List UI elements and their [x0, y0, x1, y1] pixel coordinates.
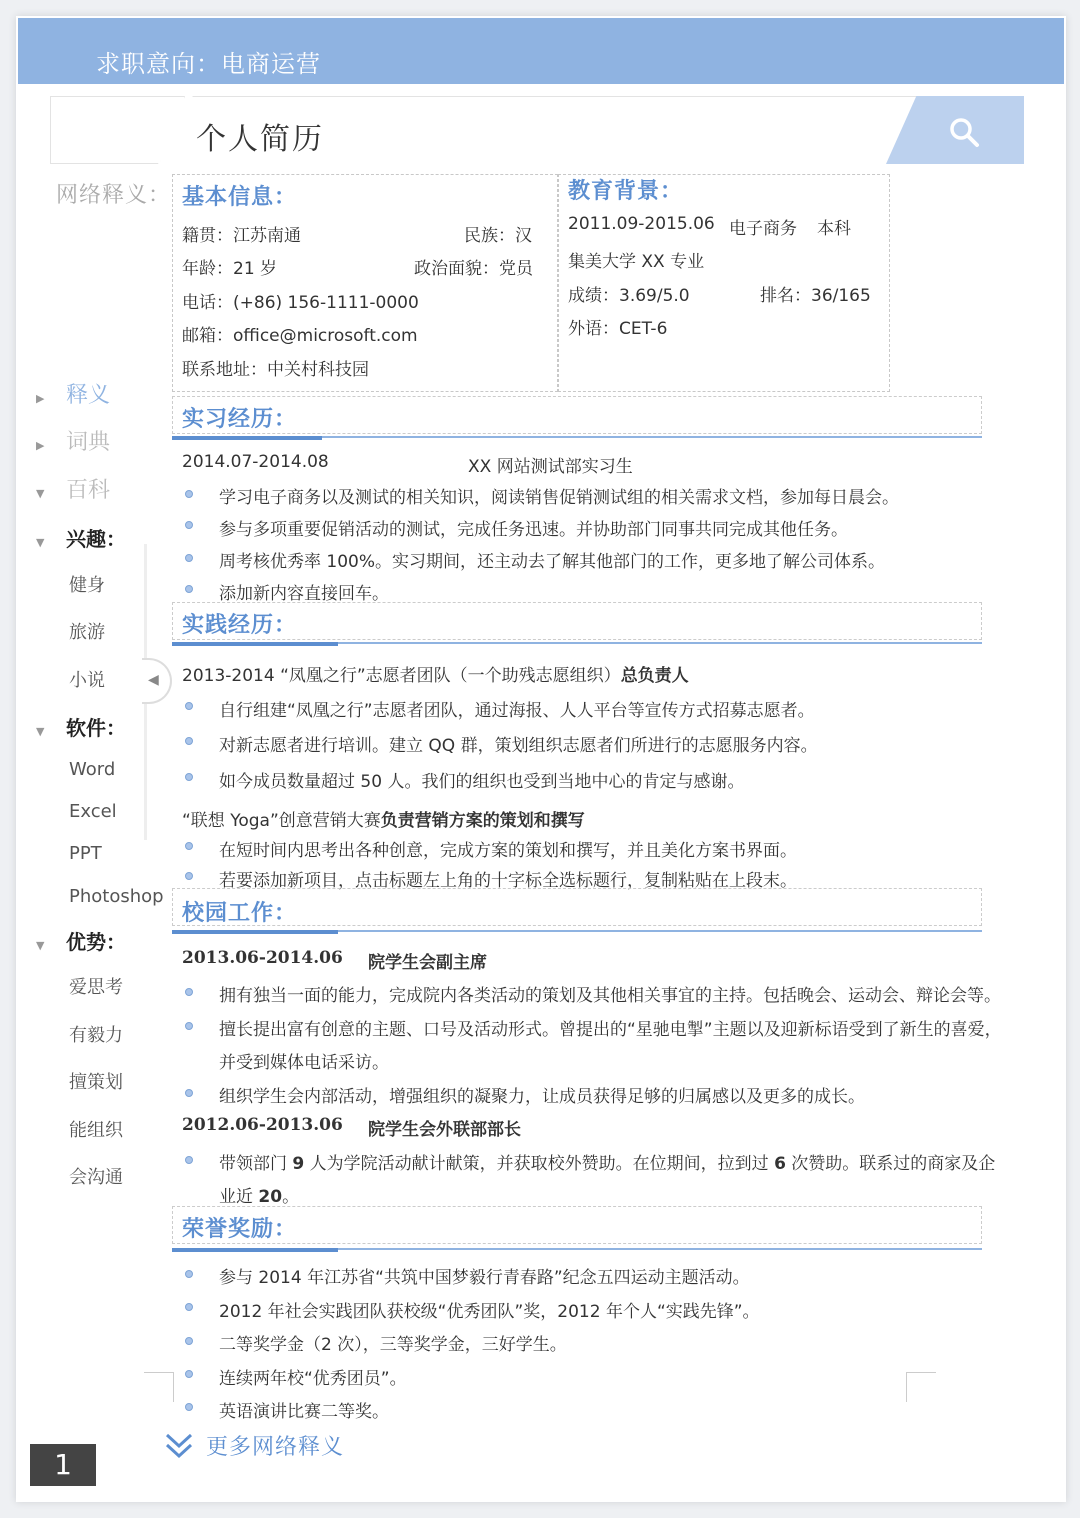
bullet-icon — [185, 554, 193, 562]
campus-item1-period: 2013.06-2014.06 — [182, 948, 343, 968]
bullet-icon — [185, 521, 193, 529]
sidebar-item[interactable]: 有毅力 — [69, 1025, 123, 1046]
bullet-icon — [185, 1270, 193, 1278]
bullet-icon — [185, 585, 193, 593]
sidebar-group-interests[interactable]: ▼ 兴趣： — [36, 527, 126, 551]
email: 邮箱：office@microsoft.com — [182, 326, 418, 346]
sidebar-item[interactable]: PPT — [69, 843, 102, 864]
practice-item1-title: 2013-2014 “凤凰之行”志愿者团队（一个助残志愿组织）总负责人 — [182, 666, 689, 686]
list-item: 学习电子商务以及测试的相关知识，阅读销售促销测试组的相关需求文档，参加每日晨会。 — [219, 488, 899, 508]
internship-heading: 实习经历： — [182, 407, 298, 432]
internship-period: 2014.07-2014.08 — [182, 452, 329, 472]
list-item: 周考核优秀率 100%。实习期间，还主动去了解其他部门的工作，更多地了解公司体系。 — [219, 552, 886, 572]
age: 年龄：21 岁 — [182, 259, 278, 279]
bullet-icon — [185, 1403, 193, 1411]
sidebar-item[interactable]: 会沟通 — [69, 1167, 123, 1188]
sidebar-nav-encyclopedia[interactable]: ▼ 百科 — [36, 478, 111, 503]
bullet-icon — [185, 737, 193, 745]
sidebar-item[interactable]: Excel — [69, 801, 117, 822]
bullet-icon — [185, 1370, 193, 1378]
bullet-icon — [185, 773, 193, 781]
education-major: 电子商务 — [729, 219, 797, 239]
collapse-arrow-icon: ▼ — [36, 536, 45, 549]
bullet-icon — [185, 702, 193, 710]
page-number-badge: 1 — [30, 1444, 96, 1486]
phone: 电话：(+86) 156-1111-0000 — [182, 293, 419, 313]
list-item: 添加新内容直接回车。 — [219, 584, 389, 604]
collapse-sidebar-button[interactable] — [142, 658, 172, 704]
bullet-icon — [185, 1089, 193, 1097]
page-title: 个人简历 — [196, 122, 324, 157]
basic-info-heading: 基本信息： — [182, 185, 298, 210]
list-item: 二等奖学金（2 次），三等奖学金，三好学生。 — [219, 1335, 567, 1355]
double-chevron-down-icon[interactable] — [164, 1432, 194, 1460]
list-item: 对新志愿者进行培训。建立 QQ 群，策划组织志愿者们所进行的志愿服务内容。 — [219, 736, 818, 756]
list-item-continued: 业近 20。 — [219, 1187, 300, 1207]
more-definitions-link[interactable]: 更多网络释义 — [206, 1435, 345, 1460]
campus-item1-role: 院学生会副主席 — [368, 953, 487, 973]
list-item: 在短时间内思考出各种创意，完成方案的策划和撰写，并且美化方案书界面。 — [219, 841, 797, 861]
native-place: 籍贯：江苏南通 — [182, 226, 301, 246]
list-item: 组织学生会内部活动，增强组织的凝聚力，让成员获得足够的归属感以及更多的成长。 — [219, 1087, 865, 1107]
sidebar-nav-dictionary[interactable]: ▶ 词典 — [36, 430, 111, 455]
sidebar-group-software[interactable]: ▼ 软件： — [36, 716, 126, 740]
campus-item2-role: 院学生会外联部部长 — [368, 1120, 521, 1140]
list-item: 如今成员数量超过 50 人。我们的组织也受到当地中心的肯定与感谢。 — [219, 772, 745, 792]
job-intent: 求职意向：电商运营 — [96, 50, 321, 78]
list-item: 自行组建“凤凰之行”志愿者团队，通过海报、人人平台等宣传方式招募志愿者。 — [219, 701, 815, 721]
education-period: 2011.09-2015.06 — [568, 214, 715, 234]
honors-heading: 荣誉奖励： — [182, 1217, 298, 1242]
job-intent-bar — [18, 18, 1064, 84]
sidebar-nav-definition[interactable]: ▶ 释义 — [36, 383, 111, 408]
campus-item2-period: 2012.06-2013.06 — [182, 1115, 343, 1135]
internship-role: XX 网站测试部实习生 — [468, 457, 633, 477]
education-rank: 排名：36/165 — [760, 286, 871, 306]
education-heading: 教育背景： — [568, 179, 684, 204]
ethnicity: 民族：汉 — [464, 226, 532, 246]
sidebar-item[interactable]: Photoshop — [69, 886, 164, 907]
list-item: 连续两年校“优秀团员”。 — [219, 1369, 407, 1389]
bullet-icon — [185, 1337, 193, 1345]
practice-item2-title: “联想 Yoga”创意营销大赛负责营销方案的策划和撰写 — [182, 811, 585, 831]
campus-heading: 校园工作： — [182, 901, 298, 926]
list-item: 参与多项重要促销活动的测试，完成任务迅速。并协助部门同事共同完成其他任务。 — [219, 520, 848, 540]
practice-heading: 实践经历： — [182, 613, 298, 638]
page-corner-mark — [144, 1372, 174, 1402]
list-item: 参与 2014 年江苏省“共筑中国梦毅行青春路”纪念五四运动主题活动。 — [219, 1268, 750, 1288]
bullet-icon — [185, 988, 193, 996]
collapse-arrow-icon: ▼ — [36, 487, 45, 500]
list-item-continued: 并受到媒体电话采访。 — [219, 1053, 389, 1073]
political-status: 政治面貌：党员 — [414, 259, 533, 279]
expand-arrow-icon: ▶ — [36, 392, 45, 405]
bullet-icon — [185, 872, 193, 880]
bullet-icon — [185, 842, 193, 850]
sidebar-item[interactable]: 能组织 — [69, 1120, 123, 1141]
sidebar-item[interactable]: Word — [69, 759, 116, 780]
chevron-left-icon: ◀ — [148, 672, 159, 688]
collapse-arrow-icon: ▼ — [36, 939, 45, 952]
search-icon[interactable] — [948, 116, 980, 148]
list-item: 若要添加新项目，点击标题左上角的十字标全选标题行，复制粘贴在上段末。 — [219, 871, 797, 891]
list-item: 2012 年社会实践团队获校级“优秀团队”奖，2012 年个人“实践先锋”。 — [219, 1302, 760, 1322]
education-english: 外语：CET-6 — [568, 319, 668, 339]
education-degree: 本科 — [817, 219, 851, 239]
sidebar-item[interactable]: 小说 — [69, 670, 105, 691]
list-item: 英语演讲比赛二等奖。 — [219, 1402, 389, 1422]
sidebar-item[interactable]: 旅游 — [69, 622, 105, 643]
education-gpa: 成绩：3.69/5.0 — [568, 286, 690, 306]
list-item: 擅长提出富有创意的主题、口号及活动形式。曾提出的“星驰电掣”主题以及迎新标语受到了新生的喜爱， — [219, 1020, 1002, 1040]
title-bar — [50, 96, 1024, 164]
expand-arrow-icon: ▶ — [36, 439, 45, 452]
sidebar-item[interactable]: 爱思考 — [69, 977, 123, 998]
collapse-arrow-icon: ▼ — [36, 725, 45, 738]
page-corner-mark — [906, 1372, 936, 1402]
address: 联系地址：中关村科技园 — [182, 360, 369, 380]
bullet-icon — [185, 490, 193, 498]
resume-page — [16, 16, 1066, 1502]
sidebar-item[interactable]: 健身 — [69, 575, 105, 596]
list-item: 拥有独当一面的能力，完成院内各类活动的策划及其他相关事宜的主持。包括晚会、运动会、辩论会等。 — [219, 986, 1001, 1006]
list-item: 带领部门 9 人为学院活动献计献策，并获取校外赞助。在位期间，拉到过 6 次赞助。联系过的商家及企 — [219, 1154, 996, 1174]
sidebar-item[interactable]: 擅策划 — [69, 1072, 123, 1093]
bullet-icon — [185, 1303, 193, 1311]
net-definition-label: 网络释义： — [56, 183, 172, 208]
sidebar-group-strengths[interactable]: ▼ 优势： — [36, 930, 126, 954]
education-school: 集美大学 XX 专业 — [568, 252, 705, 272]
bullet-icon — [185, 1156, 193, 1164]
bullet-icon — [185, 1022, 193, 1030]
